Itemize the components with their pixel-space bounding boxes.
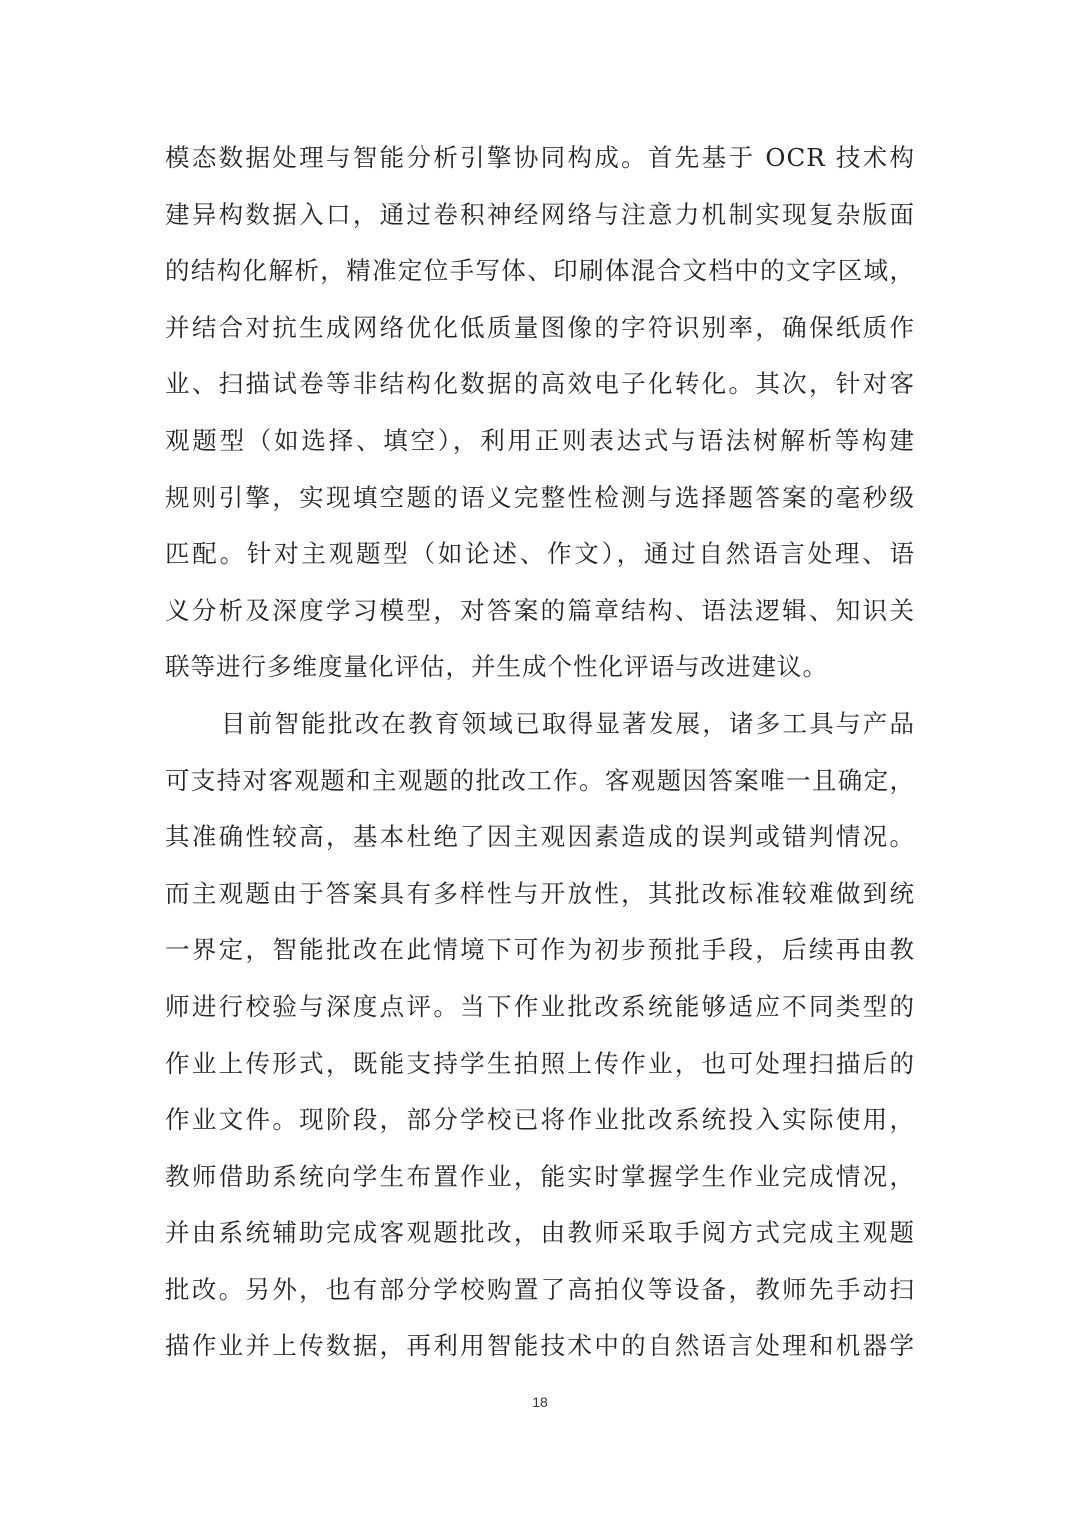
text-line: 批改。另外，也有部分学校购置了高拍仪等设备，教师先手动扫: [165, 1274, 915, 1304]
text-line: 模态数据处理与智能分析引擎协同构成。首先基于 OCR 技术构: [165, 143, 915, 172]
document-body: [165, 130, 915, 1375]
text-line: 可支持对客观题和主观题的批改工作。客观题因答案唯一且确定，: [165, 765, 915, 795]
text-line: 建异构数据入口，通过卷积神经网络与注意力机制实现复杂版面: [165, 199, 915, 229]
paragraph-1: [165, 130, 915, 696]
text-line: 义分析及深度学习模型，对答案的篇章结构、语法逻辑、知识关: [165, 595, 915, 625]
text-line: 师进行校验与深度点评。当下作业批改系统能够适应不同类型的: [165, 991, 915, 1021]
text-line: 描作业并上传数据，再利用智能技术中的自然语言处理和机器学: [165, 1331, 915, 1361]
text-line: 联等进行多维度量化评估，并生成个性化评语与改进建议。: [165, 652, 828, 682]
text-line: 一界定，智能批改在此情境下可作为初步预批手段，后续再由教: [165, 935, 915, 965]
text-line: 匹配。针对主观题型（如论述、作文），通过自然语言处理、语: [165, 539, 915, 569]
text-line: 作业上传形式，既能支持学生拍照上传作业，也可处理扫描后的: [165, 1048, 915, 1078]
page-number: 18: [532, 1394, 548, 1410]
text-line: 作业文件。现阶段，部分学校已将作业批改系统投入实际使用，: [165, 1105, 915, 1135]
text-line: 观题型（如选择、填空），利用正则表达式与语法树解析等构建: [165, 425, 915, 455]
text-line: 其准确性较高，基本杜绝了因主观因素造成的误判或错判情况。: [165, 822, 915, 852]
text-line: 并结合对抗生成网络优化低质量图像的字符识别率，确保纸质作: [165, 312, 915, 342]
text-line: 业、扫描试卷等非结构化数据的高效电子化转化。其次，针对客: [165, 369, 915, 399]
text-line: 而主观题由于答案具有多样性与开放性，其批改标准较难做到统: [165, 878, 915, 908]
text-line: 目前智能批改在教育领域已取得显著发展，诸多工具与产品: [221, 708, 915, 738]
text-line: 教师借助系统向学生布置作业，能实时掌握学生作业完成情况，: [165, 1161, 915, 1191]
text-line: 规则引擎，实现填空题的语义完整性检测与选择题答案的毫秒级: [165, 482, 915, 512]
paragraph-2: [165, 696, 915, 1375]
text-line: 的结构化解析，精准定位手写体、印刷体混合文档中的文字区域，: [165, 256, 915, 286]
text-line: 并由系统辅助完成客观题批改，由教师采取手阅方式完成主观题: [165, 1218, 915, 1248]
